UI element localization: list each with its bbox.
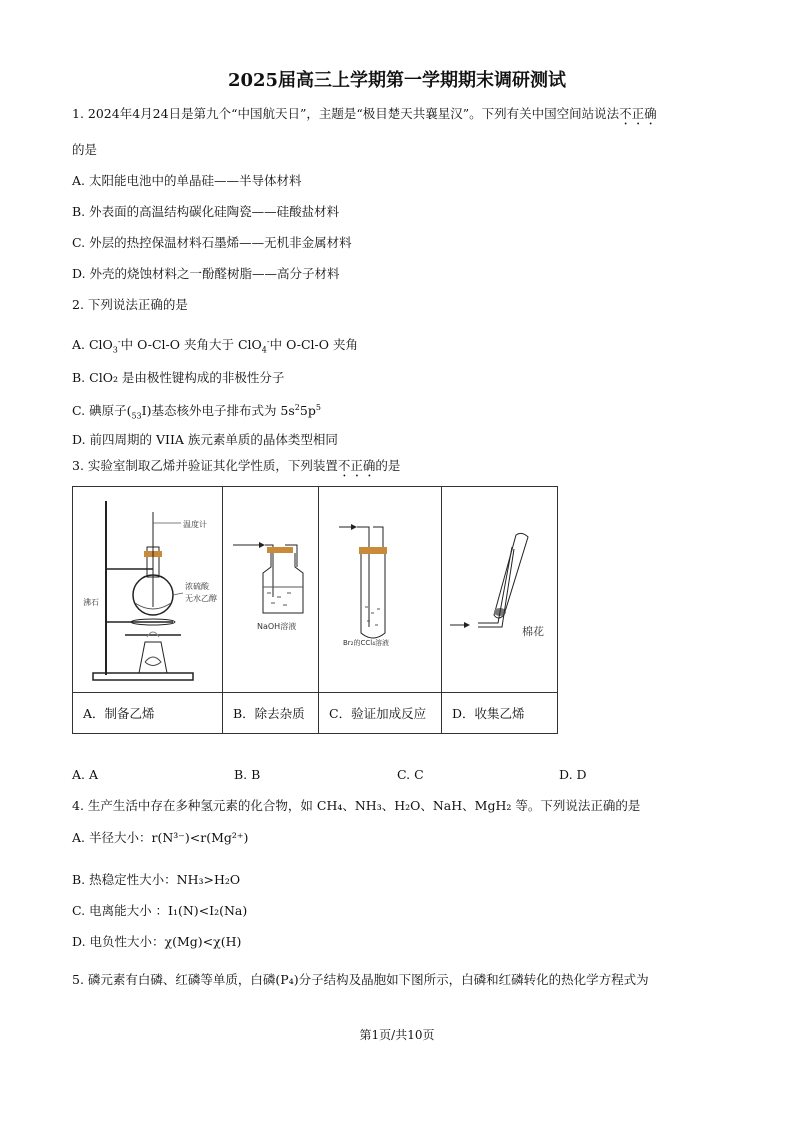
cotton-label: 棉花 [522,625,544,638]
caption-d: D．收集乙烯 [442,693,558,734]
caption-a: A．制备乙烯 [73,693,223,734]
q4-option-b: B. 热稳定性大小：NH₃>H₂O [72,872,241,887]
br2-label: Br₂的CCl₄溶液 [343,639,390,647]
q1-option-a: A. 太阳能电池中的单晶硅——半导体材料 [72,173,302,188]
page-footer: 第1页/共10页 [359,1028,435,1042]
q5-stem-end: )分子结构及晶胞如下图所示，白磷和红磷转化的热化学方程式为 [293,972,649,987]
q4-option-c: C. 电离能大小 ：I₁(N)<I₂(Na) [72,903,248,918]
q1-stem-end: 的是 [72,142,98,157]
apparatus-d-figure [442,487,557,689]
q5-formula: P₄ [280,972,294,987]
q4-option-d: D. 电负性大小：χ(Mg)<χ(H) [72,934,242,949]
q3-apparatus-table [72,486,558,734]
stone-label: 沸石 [83,598,99,607]
apparatus-c-cell [319,487,442,693]
q2-option-c: C. 碘原子$(_{53}I)$基态核外电子排布式为 $5s^25p^5$ [72,403,321,421]
arrow-icon [464,622,470,628]
apparatus-d-cell [442,487,558,693]
q5-stem-text: 5. 磷元素有白磷、红磷等单质，白磷( [72,972,281,987]
q2-c-pre: C. 碘原子( [72,403,132,419]
ethanol-label: 无水乙醇 [185,594,217,603]
q3-stem [72,458,400,480]
arrow-icon [259,542,265,548]
q2-option-d: D. 前四周期的 VIIA 族元素单质的晶体类型相同 [72,432,338,447]
q3-stem-text: 3. 实验室制取乙烯并验证其化学性质，下列装置 [72,458,338,473]
q4-stem: 4. 生产生活中存在多种氢元素的化合物，如 CH₄、NH₃、H₂O、NaH、MgH₂ 等。下列说法正确的是 [72,798,641,813]
page-title: 2025届高三上学期第一学期期末调研测试 [227,70,567,91]
q2-stem: 2. 下列说法正确的是 [72,297,188,312]
q3-stem-emphasis: 不正确 [337,458,376,473]
q2-option-a: A. ClO$_3$-中 O-Cl-O 夹角大于 ClO$_4$-中 O-Cl-O 夹角 [72,337,359,355]
caption-c: C．验证加成反应 [319,693,442,734]
apparatus-a-cell [73,487,223,693]
q1-stem-emphasis: 不正确 [619,106,657,121]
apparatus-b-cell [223,487,319,693]
q1-stem [72,106,657,128]
q1-option-b: B. 外表面的高温结构碳化硅陶瓷——硅酸盐材料 [72,204,340,219]
q2-a-pre: A. ClO [72,337,113,353]
q2-a-mid: 中 O-Cl-O 夹角大于 ClO [120,337,262,353]
q3-option-a: A. A [72,767,99,782]
q3-stem-end: 的是 [375,458,401,473]
q1-option-c: C. 外层的热控保温材料石墨烯——无机非金属材料 [72,235,352,250]
acid-label: 浓硫酸 [185,582,209,591]
q4-option-a: A. 半径大小：r(N³⁻)<r(Mg²⁺) [72,830,249,845]
thermometer-label: 温度计 [183,520,207,529]
q2-option-b: B. ClO₂ 是由极性键构成的非极性分子 [72,370,285,385]
apparatus-a-figure [73,487,222,689]
apparatus-b-figure [223,487,318,689]
q1-option-d: D. 外壳的烧蚀材料之一酚醛树脂——高分子材料 [72,266,340,281]
naoh-label: NaOH溶液 [257,622,297,631]
apparatus-c-figure [319,487,441,689]
q2-a-post: 中 O-Cl-O 夹角 [269,337,359,353]
q3-option-d: D. D [559,767,587,782]
caption-b: B．除去杂质 [223,693,319,734]
q2-c-mid: I)基态核外电子排布式为 5s [141,403,295,419]
q1-stem-text: 1. 2024年4月24日是第九个“中国航天日”，主题是“极目楚天共襄星汉”。下列有关中国空间站说法 [72,106,620,121]
q5-stem [72,972,649,988]
q2-c-mid2: 5p [299,403,316,419]
q3-option-b: B. B [234,767,261,782]
q3-option-c: C. C [397,767,424,782]
arrow-icon [351,524,357,530]
